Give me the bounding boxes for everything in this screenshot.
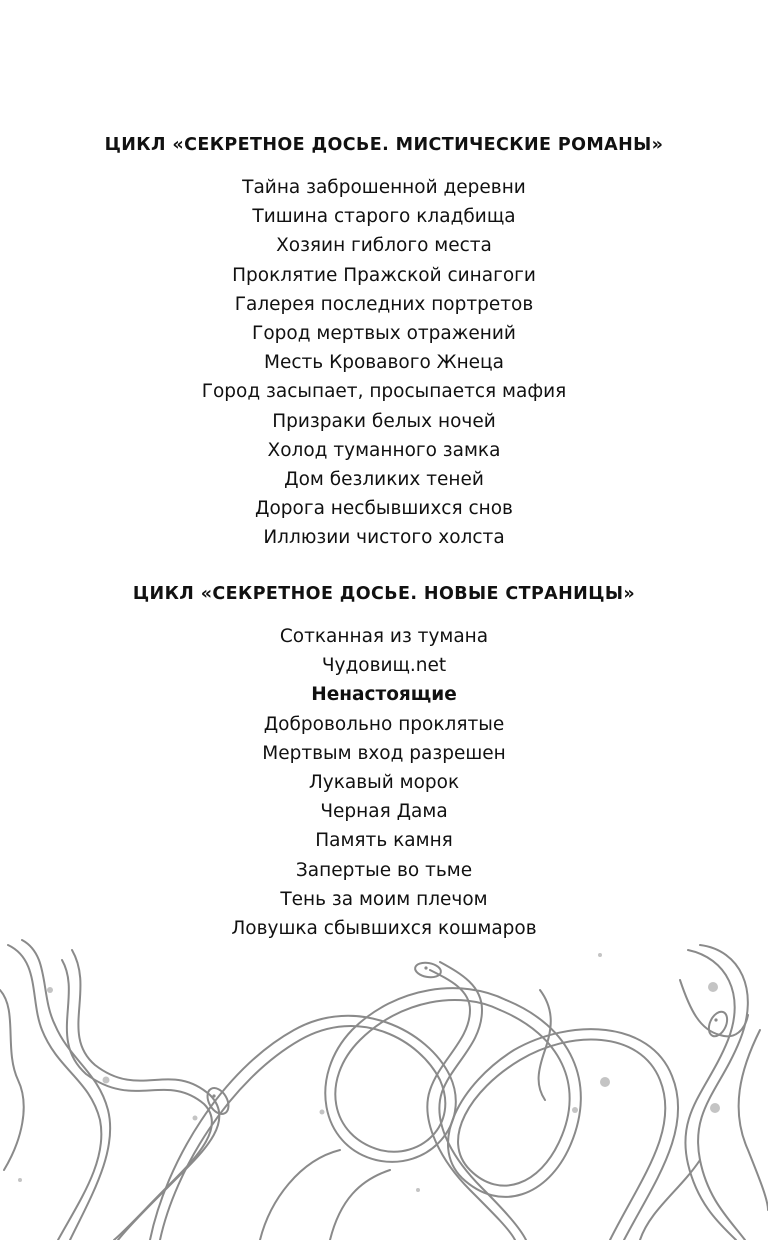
series-heading: ЦИКЛ «СЕКРЕТНОЕ ДОСЬЕ. МИСТИЧЕСКИЕ РОМАНЫ» — [104, 135, 664, 155]
series-mystic-novels — [0, 131, 768, 552]
book-title: Лукавый морок — [308, 771, 460, 793]
book-title: Мертвым вход разрешен — [262, 742, 506, 764]
book-title: Черная Дама — [320, 801, 448, 823]
book-title: Ловушка сбывшихся кошмаров — [231, 917, 537, 939]
book-title: Город мертвых отражений — [252, 322, 516, 344]
book-title-current: Ненастоящие — [311, 684, 457, 706]
book-title-list — [0, 622, 768, 943]
book-title: Проклятие Пражской синагоги — [232, 264, 536, 286]
book-title: Месть Кровавого Жнеца — [264, 352, 504, 374]
book-title: Дорога несбывшихся снов — [255, 498, 513, 520]
series-heading: ЦИКЛ «СЕКРЕТНОЕ ДОСЬЕ. НОВЫЕ СТРАНИЦЫ» — [132, 584, 636, 604]
book-title-list — [0, 173, 768, 552]
series-new-pages — [0, 580, 768, 943]
book-title: Тень за моим плечом — [280, 888, 488, 910]
book-title: Хозяин гиблого места — [276, 235, 492, 257]
book-title: Чудовищ.net — [321, 655, 447, 677]
book-title: Город засыпает, просыпается мафия — [201, 381, 567, 403]
book-title: Холод туманного замка — [267, 439, 501, 461]
book-title: Призраки белых ночей — [272, 410, 496, 432]
book-title: Память камня — [315, 830, 453, 852]
book-title: Галерея последних портретов — [234, 293, 534, 315]
book-title: Дом безликих теней — [284, 468, 484, 490]
book-title: Добровольно проклятые — [263, 713, 505, 735]
book-title: Запертые во тьме — [295, 859, 473, 881]
book-title: Тишина старого кладбища — [252, 206, 516, 228]
book-title: Сотканная из тумана — [279, 626, 489, 647]
book-title: Иллюзии чистого холста — [263, 527, 505, 549]
book-title: Тайна заброшенной деревни — [242, 177, 526, 198]
snake-ornament-icon — [0, 930, 768, 1240]
